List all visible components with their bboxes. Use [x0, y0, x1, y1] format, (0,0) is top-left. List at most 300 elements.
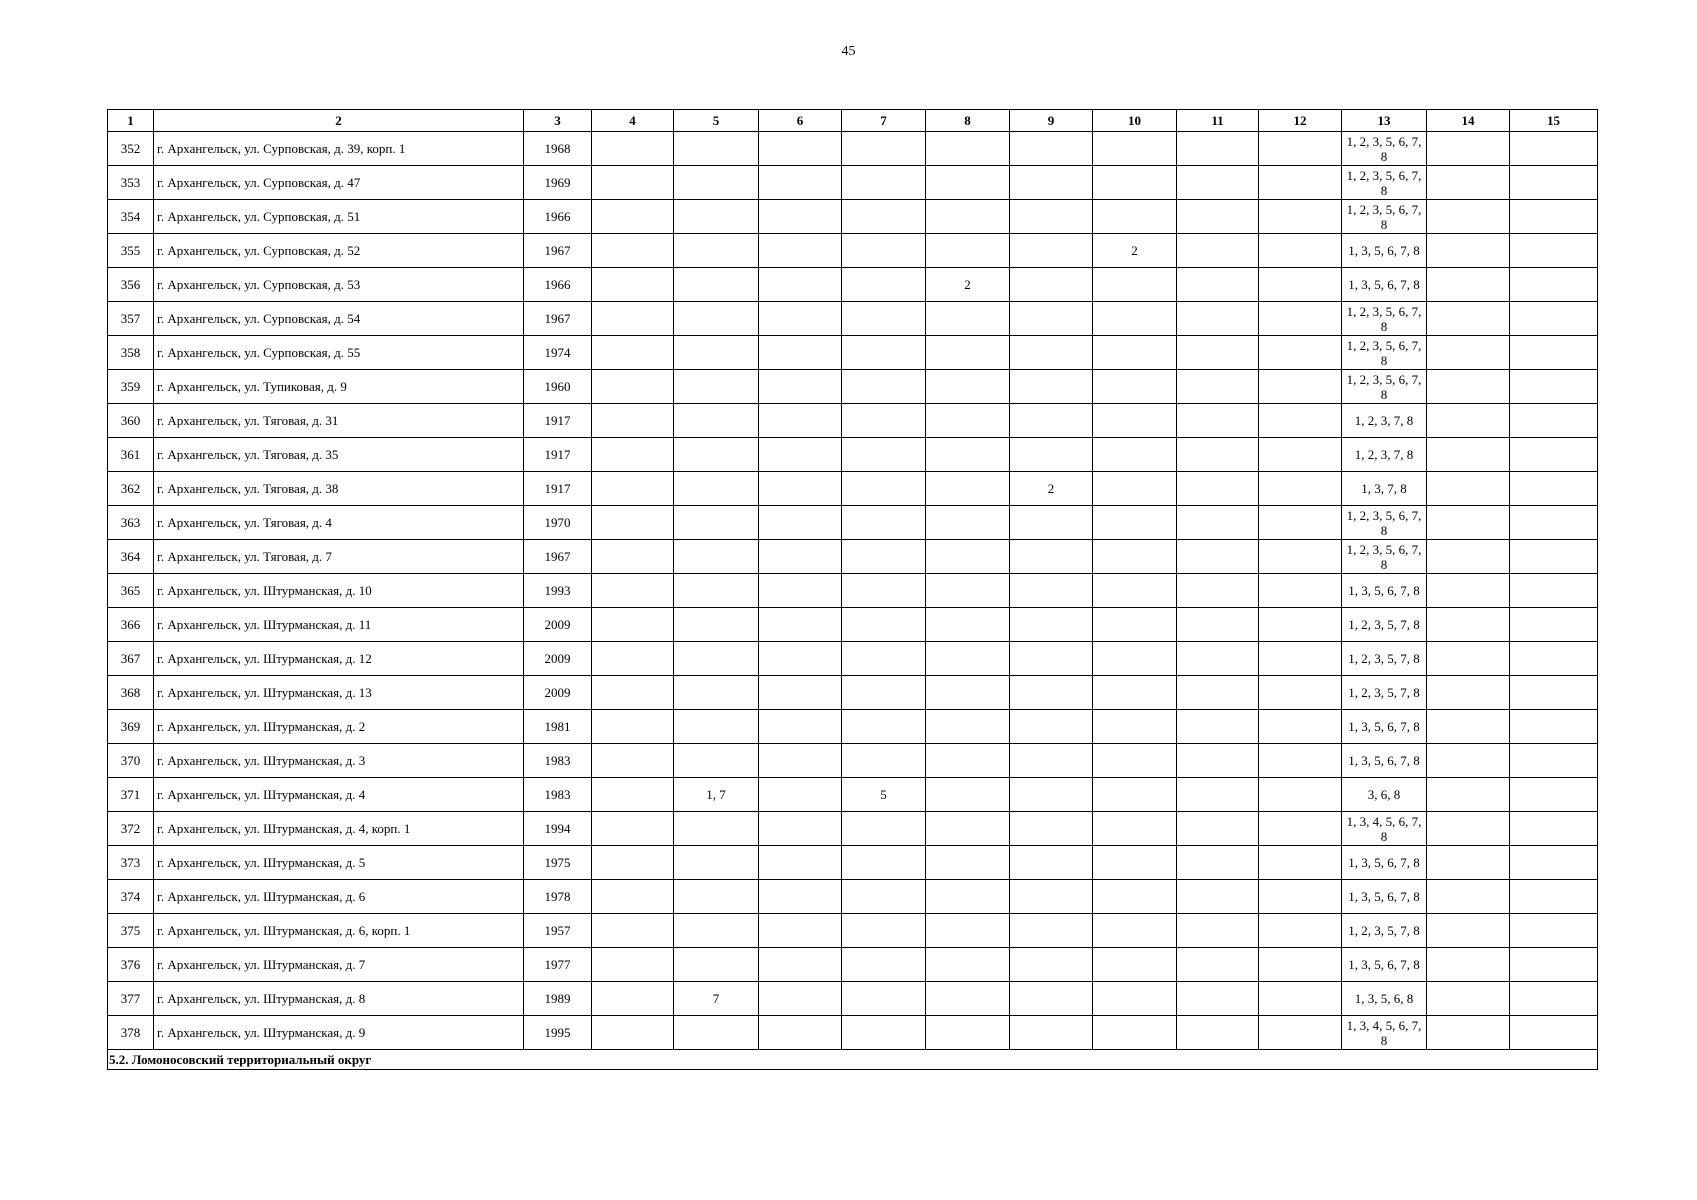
table-cell-col-6 — [759, 982, 842, 1016]
table-cell-col-7 — [842, 608, 926, 642]
table-cell-col-13: 1, 3, 5, 6, 7, 8 — [1342, 710, 1427, 744]
table-cell-col-14 — [1427, 778, 1510, 812]
table-cell-col-9: 2 — [1010, 472, 1093, 506]
table-cell-col-2: г. Архангельск, ул. Штурманская, д. 6 — [154, 880, 524, 914]
table-cell-col-3: 1989 — [524, 982, 592, 1016]
column-header-11: 11 — [1177, 110, 1259, 132]
table-cell-col-11 — [1177, 948, 1259, 982]
table-cell-col-15 — [1510, 404, 1598, 438]
column-header-3: 3 — [524, 110, 592, 132]
table-cell-col-2: г. Архангельск, ул. Штурманская, д. 2 — [154, 710, 524, 744]
table-cell-col-14 — [1427, 710, 1510, 744]
table-cell-col-7 — [842, 846, 926, 880]
table-cell-col-6 — [759, 404, 842, 438]
table-cell-col-1: 372 — [108, 812, 154, 846]
table-cell-col-9 — [1010, 948, 1093, 982]
table-cell-col-2: г. Архангельск, ул. Штурманская, д. 6, корп. 1 — [154, 914, 524, 948]
table-cell-col-11 — [1177, 472, 1259, 506]
table-cell-col-14 — [1427, 574, 1510, 608]
table-cell-col-13: 1, 2, 3, 5, 6, 7, 8 — [1342, 132, 1427, 166]
table-row — [108, 880, 1598, 914]
table-cell-col-11 — [1177, 676, 1259, 710]
column-header-7: 7 — [842, 110, 926, 132]
table-cell-col-1: 354 — [108, 200, 154, 234]
table-cell-col-11 — [1177, 506, 1259, 540]
table-cell-col-3: 1917 — [524, 472, 592, 506]
table-cell-col-4 — [592, 404, 674, 438]
table-cell-col-15 — [1510, 234, 1598, 268]
table-cell-col-10 — [1093, 472, 1177, 506]
table-cell-col-10 — [1093, 744, 1177, 778]
table-cell-col-13: 1, 3, 4, 5, 6, 7, 8 — [1342, 1016, 1427, 1050]
table-cell-col-12 — [1259, 336, 1342, 370]
table-cell-col-3: 1957 — [524, 914, 592, 948]
table-cell-col-12 — [1259, 880, 1342, 914]
table-cell-col-12 — [1259, 710, 1342, 744]
table-cell-col-2: г. Архангельск, ул. Тяговая, д. 38 — [154, 472, 524, 506]
table-cell-col-6 — [759, 302, 842, 336]
table-cell-col-9 — [1010, 234, 1093, 268]
table-cell-col-5 — [674, 574, 759, 608]
table-cell-col-11 — [1177, 132, 1259, 166]
table-cell-col-11 — [1177, 914, 1259, 948]
table-cell-col-4 — [592, 472, 674, 506]
table-cell-col-8 — [926, 540, 1010, 574]
table-cell-col-11 — [1177, 234, 1259, 268]
table-cell-col-4 — [592, 370, 674, 404]
table-cell-col-13: 1, 2, 3, 5, 6, 7, 8 — [1342, 506, 1427, 540]
table-cell-col-12 — [1259, 404, 1342, 438]
table-cell-col-7 — [842, 710, 926, 744]
table-cell-col-10 — [1093, 506, 1177, 540]
table-cell-col-9 — [1010, 812, 1093, 846]
table-cell-col-6 — [759, 710, 842, 744]
table-cell-col-9 — [1010, 744, 1093, 778]
table-cell-col-7 — [842, 914, 926, 948]
table-cell-col-2: г. Архангельск, ул. Штурманская, д. 7 — [154, 948, 524, 982]
table-cell-col-8 — [926, 506, 1010, 540]
table-cell-col-15 — [1510, 676, 1598, 710]
table-cell-col-7 — [842, 302, 926, 336]
table-cell-col-4 — [592, 268, 674, 302]
table-cell-col-12 — [1259, 812, 1342, 846]
table-cell-col-6 — [759, 506, 842, 540]
table-cell-col-7 — [842, 132, 926, 166]
table-cell-col-1: 378 — [108, 1016, 154, 1050]
table-cell-col-14 — [1427, 676, 1510, 710]
column-header-15: 15 — [1510, 110, 1598, 132]
table-cell-col-5 — [674, 642, 759, 676]
table-cell-col-3: 1974 — [524, 336, 592, 370]
table-cell-col-4 — [592, 642, 674, 676]
table-cell-col-15 — [1510, 540, 1598, 574]
column-header-14: 14 — [1427, 110, 1510, 132]
table-cell-col-11 — [1177, 744, 1259, 778]
table-cell-col-10 — [1093, 676, 1177, 710]
table-cell-col-1: 363 — [108, 506, 154, 540]
table-cell-col-10 — [1093, 268, 1177, 302]
column-header-2: 2 — [154, 110, 524, 132]
table-cell-col-4 — [592, 608, 674, 642]
table-cell-col-13: 1, 2, 3, 5, 7, 8 — [1342, 608, 1427, 642]
table-cell-col-12 — [1259, 982, 1342, 1016]
table-cell-col-14 — [1427, 744, 1510, 778]
table-cell-col-6 — [759, 846, 842, 880]
table-cell-col-4 — [592, 234, 674, 268]
table-cell-col-7 — [842, 982, 926, 1016]
table-cell-col-7 — [842, 438, 926, 472]
table-cell-col-1: 376 — [108, 948, 154, 982]
table-cell-col-9 — [1010, 506, 1093, 540]
table-cell-col-9 — [1010, 982, 1093, 1016]
table-cell-col-6 — [759, 472, 842, 506]
table-cell-col-15 — [1510, 744, 1598, 778]
table-cell-col-13: 1, 3, 4, 5, 6, 7, 8 — [1342, 812, 1427, 846]
table-cell-col-13: 1, 3, 5, 6, 7, 8 — [1342, 744, 1427, 778]
table-cell-col-9 — [1010, 132, 1093, 166]
table-cell-col-7 — [842, 642, 926, 676]
table-cell-col-11 — [1177, 812, 1259, 846]
table-cell-col-6 — [759, 336, 842, 370]
table-cell-col-6 — [759, 948, 842, 982]
table-cell-col-7 — [842, 404, 926, 438]
table-cell-col-8 — [926, 336, 1010, 370]
table-cell-col-3: 1917 — [524, 438, 592, 472]
table-cell-col-8 — [926, 676, 1010, 710]
table-cell-col-12 — [1259, 132, 1342, 166]
table-cell-col-10 — [1093, 166, 1177, 200]
table-cell-col-4 — [592, 880, 674, 914]
table-cell-col-13: 1, 2, 3, 5, 6, 7, 8 — [1342, 540, 1427, 574]
table-cell-col-13: 1, 3, 5, 6, 7, 8 — [1342, 846, 1427, 880]
table-row — [108, 506, 1598, 540]
table-cell-col-1: 374 — [108, 880, 154, 914]
table-row — [108, 132, 1598, 166]
table-cell-col-8 — [926, 880, 1010, 914]
table-cell-col-4 — [592, 744, 674, 778]
table-cell-col-15 — [1510, 200, 1598, 234]
table-cell-col-10 — [1093, 302, 1177, 336]
table-cell-col-9 — [1010, 1016, 1093, 1050]
table-cell-col-5 — [674, 744, 759, 778]
table-cell-col-11 — [1177, 880, 1259, 914]
table-cell-col-4 — [592, 166, 674, 200]
table-cell-col-15 — [1510, 710, 1598, 744]
table-cell-col-6 — [759, 676, 842, 710]
table-cell-col-2: г. Архангельск, ул. Тяговая, д. 4 — [154, 506, 524, 540]
table-row — [108, 438, 1598, 472]
table-cell-col-4 — [592, 438, 674, 472]
table-cell-col-15 — [1510, 370, 1598, 404]
table-cell-col-1: 353 — [108, 166, 154, 200]
table-cell-col-3: 1977 — [524, 948, 592, 982]
table-cell-col-1: 375 — [108, 914, 154, 948]
table-cell-col-11 — [1177, 302, 1259, 336]
table-cell-col-5 — [674, 336, 759, 370]
table-cell-col-14 — [1427, 914, 1510, 948]
table-cell-col-3: 1981 — [524, 710, 592, 744]
table-cell-col-10 — [1093, 574, 1177, 608]
table-cell-col-3: 1966 — [524, 200, 592, 234]
housing-register-table — [107, 109, 1598, 1070]
table-cell-col-8 — [926, 200, 1010, 234]
table-cell-col-6 — [759, 200, 842, 234]
table-cell-col-9 — [1010, 846, 1093, 880]
table-cell-col-15 — [1510, 914, 1598, 948]
table-cell-col-1: 373 — [108, 846, 154, 880]
table-row — [108, 812, 1598, 846]
table-cell-col-4 — [592, 506, 674, 540]
table-cell-col-12 — [1259, 540, 1342, 574]
table-cell-col-8 — [926, 948, 1010, 982]
table-cell-col-13: 1, 2, 3, 5, 6, 7, 8 — [1342, 302, 1427, 336]
table-cell-col-8 — [926, 642, 1010, 676]
table-cell-col-8 — [926, 438, 1010, 472]
table-cell-col-12 — [1259, 234, 1342, 268]
table-cell-col-11 — [1177, 710, 1259, 744]
table-cell-col-5 — [674, 914, 759, 948]
column-header-12: 12 — [1259, 110, 1342, 132]
table-cell-col-13: 1, 2, 3, 5, 7, 8 — [1342, 642, 1427, 676]
table-cell-col-8 — [926, 710, 1010, 744]
table-cell-col-8 — [926, 234, 1010, 268]
table-cell-col-13: 1, 2, 3, 5, 6, 7, 8 — [1342, 166, 1427, 200]
table-row — [108, 574, 1598, 608]
table-row — [108, 370, 1598, 404]
table-cell-col-9 — [1010, 574, 1093, 608]
table-cell-col-4 — [592, 710, 674, 744]
table-cell-col-1: 377 — [108, 982, 154, 1016]
table-cell-col-14 — [1427, 812, 1510, 846]
table-cell-col-6 — [759, 132, 842, 166]
table-cell-col-10 — [1093, 1016, 1177, 1050]
table-cell-col-12 — [1259, 574, 1342, 608]
table-cell-col-6 — [759, 608, 842, 642]
table-cell-col-3: 2009 — [524, 608, 592, 642]
table-row — [108, 1016, 1598, 1050]
table-cell-col-15 — [1510, 268, 1598, 302]
page-number: 45 — [841, 44, 856, 59]
table-cell-col-13: 1, 2, 3, 7, 8 — [1342, 438, 1427, 472]
table-cell-col-14 — [1427, 982, 1510, 1016]
table-cell-col-1: 369 — [108, 710, 154, 744]
table-cell-col-4 — [592, 540, 674, 574]
table-cell-col-13: 1, 2, 3, 7, 8 — [1342, 404, 1427, 438]
table-cell-col-7 — [842, 166, 926, 200]
table-cell-col-10 — [1093, 710, 1177, 744]
table-cell-col-3: 1966 — [524, 268, 592, 302]
table-cell-col-14 — [1427, 132, 1510, 166]
table-cell-col-9 — [1010, 880, 1093, 914]
table-cell-col-1: 365 — [108, 574, 154, 608]
table-cell-col-6 — [759, 540, 842, 574]
table-cell-col-6 — [759, 234, 842, 268]
table-cell-col-5 — [674, 268, 759, 302]
table-cell-col-14 — [1427, 336, 1510, 370]
table-cell-col-9 — [1010, 914, 1093, 948]
table-cell-col-7 — [842, 812, 926, 846]
table-cell-col-13: 1, 2, 3, 5, 6, 7, 8 — [1342, 336, 1427, 370]
table-cell-col-10 — [1093, 404, 1177, 438]
table-cell-col-13: 1, 3, 5, 6, 7, 8 — [1342, 574, 1427, 608]
table-cell-col-4 — [592, 1016, 674, 1050]
table-cell-col-11 — [1177, 982, 1259, 1016]
table-cell-col-2: г. Архангельск, ул. Сурповская, д. 51 — [154, 200, 524, 234]
table-cell-col-4 — [592, 948, 674, 982]
table-row — [108, 778, 1598, 812]
table-cell-col-7 — [842, 676, 926, 710]
table-cell-col-2: г. Архангельск, ул. Сурповская, д. 52 — [154, 234, 524, 268]
table-cell-col-5 — [674, 540, 759, 574]
table-cell-col-7 — [842, 880, 926, 914]
table-cell-col-11 — [1177, 1016, 1259, 1050]
table-cell-col-11 — [1177, 778, 1259, 812]
table-cell-col-1: 361 — [108, 438, 154, 472]
table-cell-col-15 — [1510, 846, 1598, 880]
table-cell-col-8 — [926, 370, 1010, 404]
table-cell-col-10 — [1093, 370, 1177, 404]
table-cell-col-12 — [1259, 438, 1342, 472]
table-cell-col-14 — [1427, 540, 1510, 574]
table-cell-col-15 — [1510, 948, 1598, 982]
table-cell-col-15 — [1510, 778, 1598, 812]
table-cell-col-11 — [1177, 574, 1259, 608]
table-row — [108, 982, 1598, 1016]
table-cell-col-5 — [674, 812, 759, 846]
table-row — [108, 200, 1598, 234]
table-cell-col-2: г. Архангельск, ул. Сурповская, д. 39, корп. 1 — [154, 132, 524, 166]
table-cell-col-12 — [1259, 370, 1342, 404]
table-cell-col-11 — [1177, 370, 1259, 404]
table-cell-col-8 — [926, 846, 1010, 880]
table-cell-col-1: 368 — [108, 676, 154, 710]
table-cell-col-15 — [1510, 506, 1598, 540]
table-cell-col-6 — [759, 778, 842, 812]
table-cell-col-4 — [592, 982, 674, 1016]
table-cell-col-10 — [1093, 982, 1177, 1016]
table-cell-col-9 — [1010, 370, 1093, 404]
table-cell-col-11 — [1177, 540, 1259, 574]
table-cell-col-5 — [674, 166, 759, 200]
table-cell-col-8 — [926, 778, 1010, 812]
table-cell-col-4 — [592, 336, 674, 370]
column-header-10: 10 — [1093, 110, 1177, 132]
table-cell-col-9 — [1010, 608, 1093, 642]
table-cell-col-13: 3, 6, 8 — [1342, 778, 1427, 812]
table-cell-col-7 — [842, 574, 926, 608]
table-cell-col-2: г. Архангельск, ул. Штурманская, д. 10 — [154, 574, 524, 608]
table-cell-col-7 — [842, 336, 926, 370]
table-cell-col-9 — [1010, 200, 1093, 234]
table-cell-col-15 — [1510, 472, 1598, 506]
table-cell-col-9 — [1010, 642, 1093, 676]
table-cell-col-13: 1, 2, 3, 5, 6, 7, 8 — [1342, 370, 1427, 404]
table-cell-col-5: 1, 7 — [674, 778, 759, 812]
table-cell-col-3: 1983 — [524, 778, 592, 812]
column-header-8: 8 — [926, 110, 1010, 132]
table-cell-col-2: г. Архангельск, ул. Тяговая, д. 35 — [154, 438, 524, 472]
table-cell-col-6 — [759, 914, 842, 948]
table-row — [108, 302, 1598, 336]
table-cell-col-5 — [674, 404, 759, 438]
table-cell-col-14 — [1427, 472, 1510, 506]
table-cell-col-9 — [1010, 778, 1093, 812]
table-cell-col-14 — [1427, 302, 1510, 336]
table-cell-col-15 — [1510, 132, 1598, 166]
table-cell-col-13: 1, 3, 5, 6, 7, 8 — [1342, 880, 1427, 914]
table-cell-col-6 — [759, 744, 842, 778]
table-cell-col-8 — [926, 404, 1010, 438]
table-cell-col-1: 367 — [108, 642, 154, 676]
table-cell-col-15 — [1510, 608, 1598, 642]
table-cell-col-5: 7 — [674, 982, 759, 1016]
table-cell-col-7 — [842, 234, 926, 268]
table-cell-col-15 — [1510, 574, 1598, 608]
table-cell-col-9 — [1010, 166, 1093, 200]
table-cell-col-14 — [1427, 506, 1510, 540]
table-cell-col-7 — [842, 506, 926, 540]
table-cell-col-9 — [1010, 438, 1093, 472]
table-cell-col-2: г. Архангельск, ул. Сурповская, д. 54 — [154, 302, 524, 336]
table-row — [108, 166, 1598, 200]
table-cell-col-7 — [842, 370, 926, 404]
table-cell-col-11 — [1177, 268, 1259, 302]
table-cell-col-5 — [674, 846, 759, 880]
table-cell-col-6 — [759, 166, 842, 200]
table-cell-col-10 — [1093, 200, 1177, 234]
table-cell-col-12 — [1259, 846, 1342, 880]
table-cell-col-5 — [674, 472, 759, 506]
section-heading-row — [108, 1050, 1598, 1070]
table-cell-col-15 — [1510, 302, 1598, 336]
table-cell-col-3: 1960 — [524, 370, 592, 404]
table-cell-col-8 — [926, 166, 1010, 200]
column-header-1: 1 — [108, 110, 154, 132]
table-cell-col-15 — [1510, 982, 1598, 1016]
table-cell-col-1: 366 — [108, 608, 154, 642]
table-cell-col-3: 2009 — [524, 676, 592, 710]
table-cell-col-15 — [1510, 1016, 1598, 1050]
table-cell-col-8 — [926, 744, 1010, 778]
table-cell-col-5 — [674, 948, 759, 982]
table-cell-col-7: 5 — [842, 778, 926, 812]
table-row — [108, 914, 1598, 948]
table-cell-col-1: 352 — [108, 132, 154, 166]
table-row — [108, 540, 1598, 574]
table-cell-col-5 — [674, 370, 759, 404]
table-row — [108, 404, 1598, 438]
table-cell-col-14 — [1427, 846, 1510, 880]
table-cell-col-13: 1, 3, 5, 6, 7, 8 — [1342, 948, 1427, 982]
table-cell-col-10 — [1093, 778, 1177, 812]
table-cell-col-8 — [926, 608, 1010, 642]
table-cell-col-8 — [926, 914, 1010, 948]
table-cell-col-1: 362 — [108, 472, 154, 506]
table-cell-col-12 — [1259, 676, 1342, 710]
table-cell-col-10 — [1093, 438, 1177, 472]
table-cell-col-3: 2009 — [524, 642, 592, 676]
table-cell-col-12 — [1259, 506, 1342, 540]
table-cell-col-3: 1967 — [524, 540, 592, 574]
table-cell-col-11 — [1177, 166, 1259, 200]
table-cell-col-6 — [759, 1016, 842, 1050]
table-cell-col-5 — [674, 132, 759, 166]
table-cell-col-10 — [1093, 336, 1177, 370]
table-cell-col-10 — [1093, 642, 1177, 676]
table-cell-col-12 — [1259, 642, 1342, 676]
table-cell-col-4 — [592, 846, 674, 880]
table-cell-col-14 — [1427, 234, 1510, 268]
